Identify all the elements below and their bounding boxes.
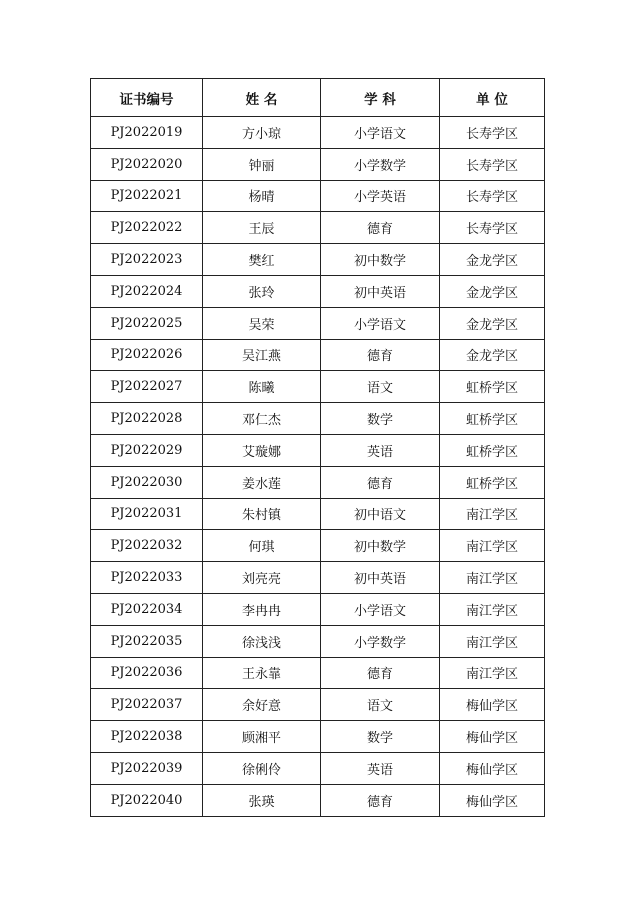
cell-name: 何琪 <box>203 530 321 562</box>
cell-unit: 南江学区 <box>440 625 545 657</box>
table-row <box>91 657 545 689</box>
cell-certificate-number: PJ2022028 <box>91 403 203 435</box>
table-row <box>91 117 545 149</box>
cell-name: 余好意 <box>203 689 321 721</box>
cell-subject: 小学英语 <box>321 180 440 212</box>
table-row <box>91 371 545 403</box>
cell-certificate-number: PJ2022022 <box>91 212 203 244</box>
cell-certificate-number: PJ2022024 <box>91 275 203 307</box>
cell-name: 方小琼 <box>203 117 321 149</box>
table-body <box>91 117 545 817</box>
table-row <box>91 180 545 212</box>
cell-name: 姜水莲 <box>203 466 321 498</box>
table-row <box>91 148 545 180</box>
table-row <box>91 562 545 594</box>
cell-subject: 小学数学 <box>321 625 440 657</box>
cell-certificate-number: PJ2022037 <box>91 689 203 721</box>
cell-unit: 南江学区 <box>440 498 545 530</box>
cell-subject: 初中英语 <box>321 562 440 594</box>
cell-name: 王辰 <box>203 212 321 244</box>
table-row <box>91 689 545 721</box>
cell-unit: 长寿学区 <box>440 148 545 180</box>
cell-unit: 梅仙学区 <box>440 752 545 784</box>
cell-subject: 语文 <box>321 689 440 721</box>
cell-unit: 南江学区 <box>440 657 545 689</box>
table-row <box>91 212 545 244</box>
cell-certificate-number: PJ2022032 <box>91 530 203 562</box>
cell-subject: 初中数学 <box>321 244 440 276</box>
cell-unit: 南江学区 <box>440 530 545 562</box>
cell-unit: 梅仙学区 <box>440 784 545 816</box>
cell-unit: 虹桥学区 <box>440 466 545 498</box>
cell-unit: 长寿学区 <box>440 117 545 149</box>
table-row <box>91 466 545 498</box>
cell-subject: 德育 <box>321 784 440 816</box>
cell-subject: 初中语文 <box>321 498 440 530</box>
cell-name: 吴荣 <box>203 307 321 339</box>
cell-name: 王永靠 <box>203 657 321 689</box>
cell-name: 吴江燕 <box>203 339 321 371</box>
cell-unit: 梅仙学区 <box>440 721 545 753</box>
table-row <box>91 244 545 276</box>
cell-subject: 德育 <box>321 212 440 244</box>
cell-certificate-number: PJ2022026 <box>91 339 203 371</box>
table-row <box>91 784 545 816</box>
cell-unit: 虹桥学区 <box>440 371 545 403</box>
cell-subject: 小学语文 <box>321 593 440 625</box>
header-unit: 单 位 <box>440 79 545 117</box>
cell-unit: 金龙学区 <box>440 275 545 307</box>
cell-unit: 梅仙学区 <box>440 689 545 721</box>
header-subject: 学 科 <box>321 79 440 117</box>
cell-certificate-number: PJ2022035 <box>91 625 203 657</box>
cell-unit: 南江学区 <box>440 593 545 625</box>
cell-name: 徐俐伶 <box>203 752 321 784</box>
table-row <box>91 339 545 371</box>
table-header-row <box>91 79 545 117</box>
table-row <box>91 593 545 625</box>
table-row <box>91 403 545 435</box>
cell-subject: 德育 <box>321 657 440 689</box>
cell-subject: 德育 <box>321 466 440 498</box>
cell-unit: 虹桥学区 <box>440 403 545 435</box>
cell-certificate-number: PJ2022025 <box>91 307 203 339</box>
cell-certificate-number: PJ2022029 <box>91 434 203 466</box>
cell-name: 张玲 <box>203 275 321 307</box>
header-name: 姓 名 <box>203 79 321 117</box>
cell-subject: 数学 <box>321 721 440 753</box>
cell-unit: 长寿学区 <box>440 180 545 212</box>
cell-subject: 英语 <box>321 434 440 466</box>
table-row <box>91 530 545 562</box>
cell-name: 陈曦 <box>203 371 321 403</box>
cell-subject: 德育 <box>321 339 440 371</box>
cell-unit: 南江学区 <box>440 562 545 594</box>
cell-certificate-number: PJ2022040 <box>91 784 203 816</box>
cell-name: 邓仁杰 <box>203 403 321 435</box>
cell-subject: 语文 <box>321 371 440 403</box>
cell-name: 钟丽 <box>203 148 321 180</box>
cell-certificate-number: PJ2022020 <box>91 148 203 180</box>
cell-subject: 英语 <box>321 752 440 784</box>
cell-name: 张瑛 <box>203 784 321 816</box>
cell-unit: 金龙学区 <box>440 244 545 276</box>
cell-certificate-number: PJ2022019 <box>91 117 203 149</box>
cell-subject: 初中英语 <box>321 275 440 307</box>
cell-subject: 小学数学 <box>321 148 440 180</box>
cell-name: 顾湘平 <box>203 721 321 753</box>
cell-subject: 初中数学 <box>321 530 440 562</box>
cell-certificate-number: PJ2022031 <box>91 498 203 530</box>
cell-subject: 小学语文 <box>321 117 440 149</box>
cell-subject: 小学语文 <box>321 307 440 339</box>
table-row <box>91 721 545 753</box>
cell-unit: 虹桥学区 <box>440 434 545 466</box>
header-certificate-number: 证书编号 <box>91 79 203 117</box>
cell-certificate-number: PJ2022034 <box>91 593 203 625</box>
cell-unit: 金龙学区 <box>440 307 545 339</box>
cell-certificate-number: PJ2022039 <box>91 752 203 784</box>
table-row <box>91 498 545 530</box>
cell-name: 李冉冉 <box>203 593 321 625</box>
cell-subject: 数学 <box>321 403 440 435</box>
cell-certificate-number: PJ2022033 <box>91 562 203 594</box>
cell-unit: 金龙学区 <box>440 339 545 371</box>
table-row <box>91 625 545 657</box>
cell-name: 徐浅浅 <box>203 625 321 657</box>
cell-unit: 长寿学区 <box>440 212 545 244</box>
certificate-table <box>90 78 545 817</box>
table-row <box>91 307 545 339</box>
cell-certificate-number: PJ2022036 <box>91 657 203 689</box>
cell-certificate-number: PJ2022030 <box>91 466 203 498</box>
cell-name: 杨晴 <box>203 180 321 212</box>
table-row <box>91 752 545 784</box>
cell-certificate-number: PJ2022021 <box>91 180 203 212</box>
cell-certificate-number: PJ2022027 <box>91 371 203 403</box>
table-row <box>91 434 545 466</box>
table-row <box>91 275 545 307</box>
cell-name: 艾璇娜 <box>203 434 321 466</box>
cell-certificate-number: PJ2022038 <box>91 721 203 753</box>
cell-certificate-number: PJ2022023 <box>91 244 203 276</box>
cell-name: 樊红 <box>203 244 321 276</box>
cell-name: 刘亮亮 <box>203 562 321 594</box>
cell-name: 朱村镇 <box>203 498 321 530</box>
